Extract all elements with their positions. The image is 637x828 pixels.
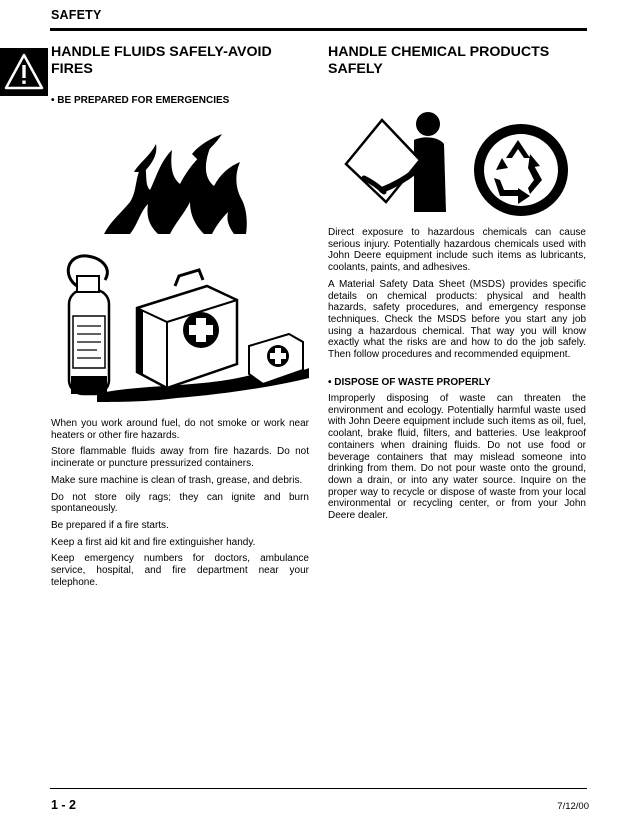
chemical-section-title — [328, 44, 586, 78]
paragraph: Make sure machine is clean of trash, grease, and debris. — [51, 474, 303, 486]
paragraph: Direct exposure to hazardous chemicals can cause serious injury. Potentially hazardous chemicals used with John Deere equipment include such items as lubricants, coolants, paints, and adhesives. — [328, 227, 586, 274]
person-holding-msds-illustration — [342, 106, 457, 216]
header-divider — [50, 28, 587, 31]
section-heading: HANDLE CHEMICAL PRODUCTS SAFELY — [328, 44, 550, 77]
section-title: SAFETY — [51, 8, 102, 22]
page-number: 1 - 2 — [51, 798, 77, 812]
paragraph: Be prepared if a fire starts. — [51, 519, 169, 531]
warning-triangle-icon — [0, 48, 48, 96]
chemical-body — [328, 227, 586, 366]
waste-body — [328, 393, 586, 527]
fluids-section-title — [51, 44, 309, 78]
paragraph: When you work around fuel, do not smoke or work near heaters or other fire hazards. — [51, 418, 309, 441]
paragraph: Keep emergency numbers for doctors, ambulance service, hospital, and fire department near your telephone. — [51, 553, 309, 588]
paragraph: Improperly disposing of waste can threaten the environment and ecology. Potentially harmful waste used with John Deere equipment include such items as oil, fuel, coolant, brake fluid, filters, and batteries. Use leakproof containers when draining fluids. Do not use food or beverage containers that may mislead someone into drinking from them. Do not pour waste onto the ground, down a drain, or into any water source. Inquire on the proper way to recycle or dispose of waste from your local environmental or recycling center, or from your John Deere dealer. — [328, 393, 586, 522]
waste-bullet: • DISPOSE OF WASTE PROPERLY — [328, 377, 491, 388]
revision-date: 7/12/00 — [557, 801, 589, 812]
fluids-body — [51, 418, 309, 593]
paragraph: A Material Safety Data Sheet (MSDS) provides specific details on chemical products: physical and health hazards, safety procedures, and emergency response techniques. Check the MSDS before you start any job using a hazardous chemical. That way you will know exactly what the risks are and how to do the job safely. Then follow procedures and recommended equipment. — [328, 278, 586, 361]
emergency-bullet: • BE PREPARED FOR EMERGENCIES — [51, 95, 230, 106]
paragraph: Store flammable fluids away from fire hazards. Do not incinerate or puncture pressurized containers. — [51, 446, 309, 470]
extinguisher-first-aid-illustration — [57, 246, 312, 406]
fire-illustration — [100, 132, 250, 237]
recycle-illustration — [472, 122, 570, 218]
footer-divider — [50, 788, 587, 789]
section-heading: HANDLE FLUIDS SAFELY-AVOID FIRES — [51, 44, 272, 77]
warning-tab — [0, 48, 48, 96]
paragraph: Keep a first aid kit and fire extinguisher handy. — [51, 536, 256, 548]
paragraph: Do not store oily rags; they can ignite and burn spontaneously. — [51, 491, 309, 515]
